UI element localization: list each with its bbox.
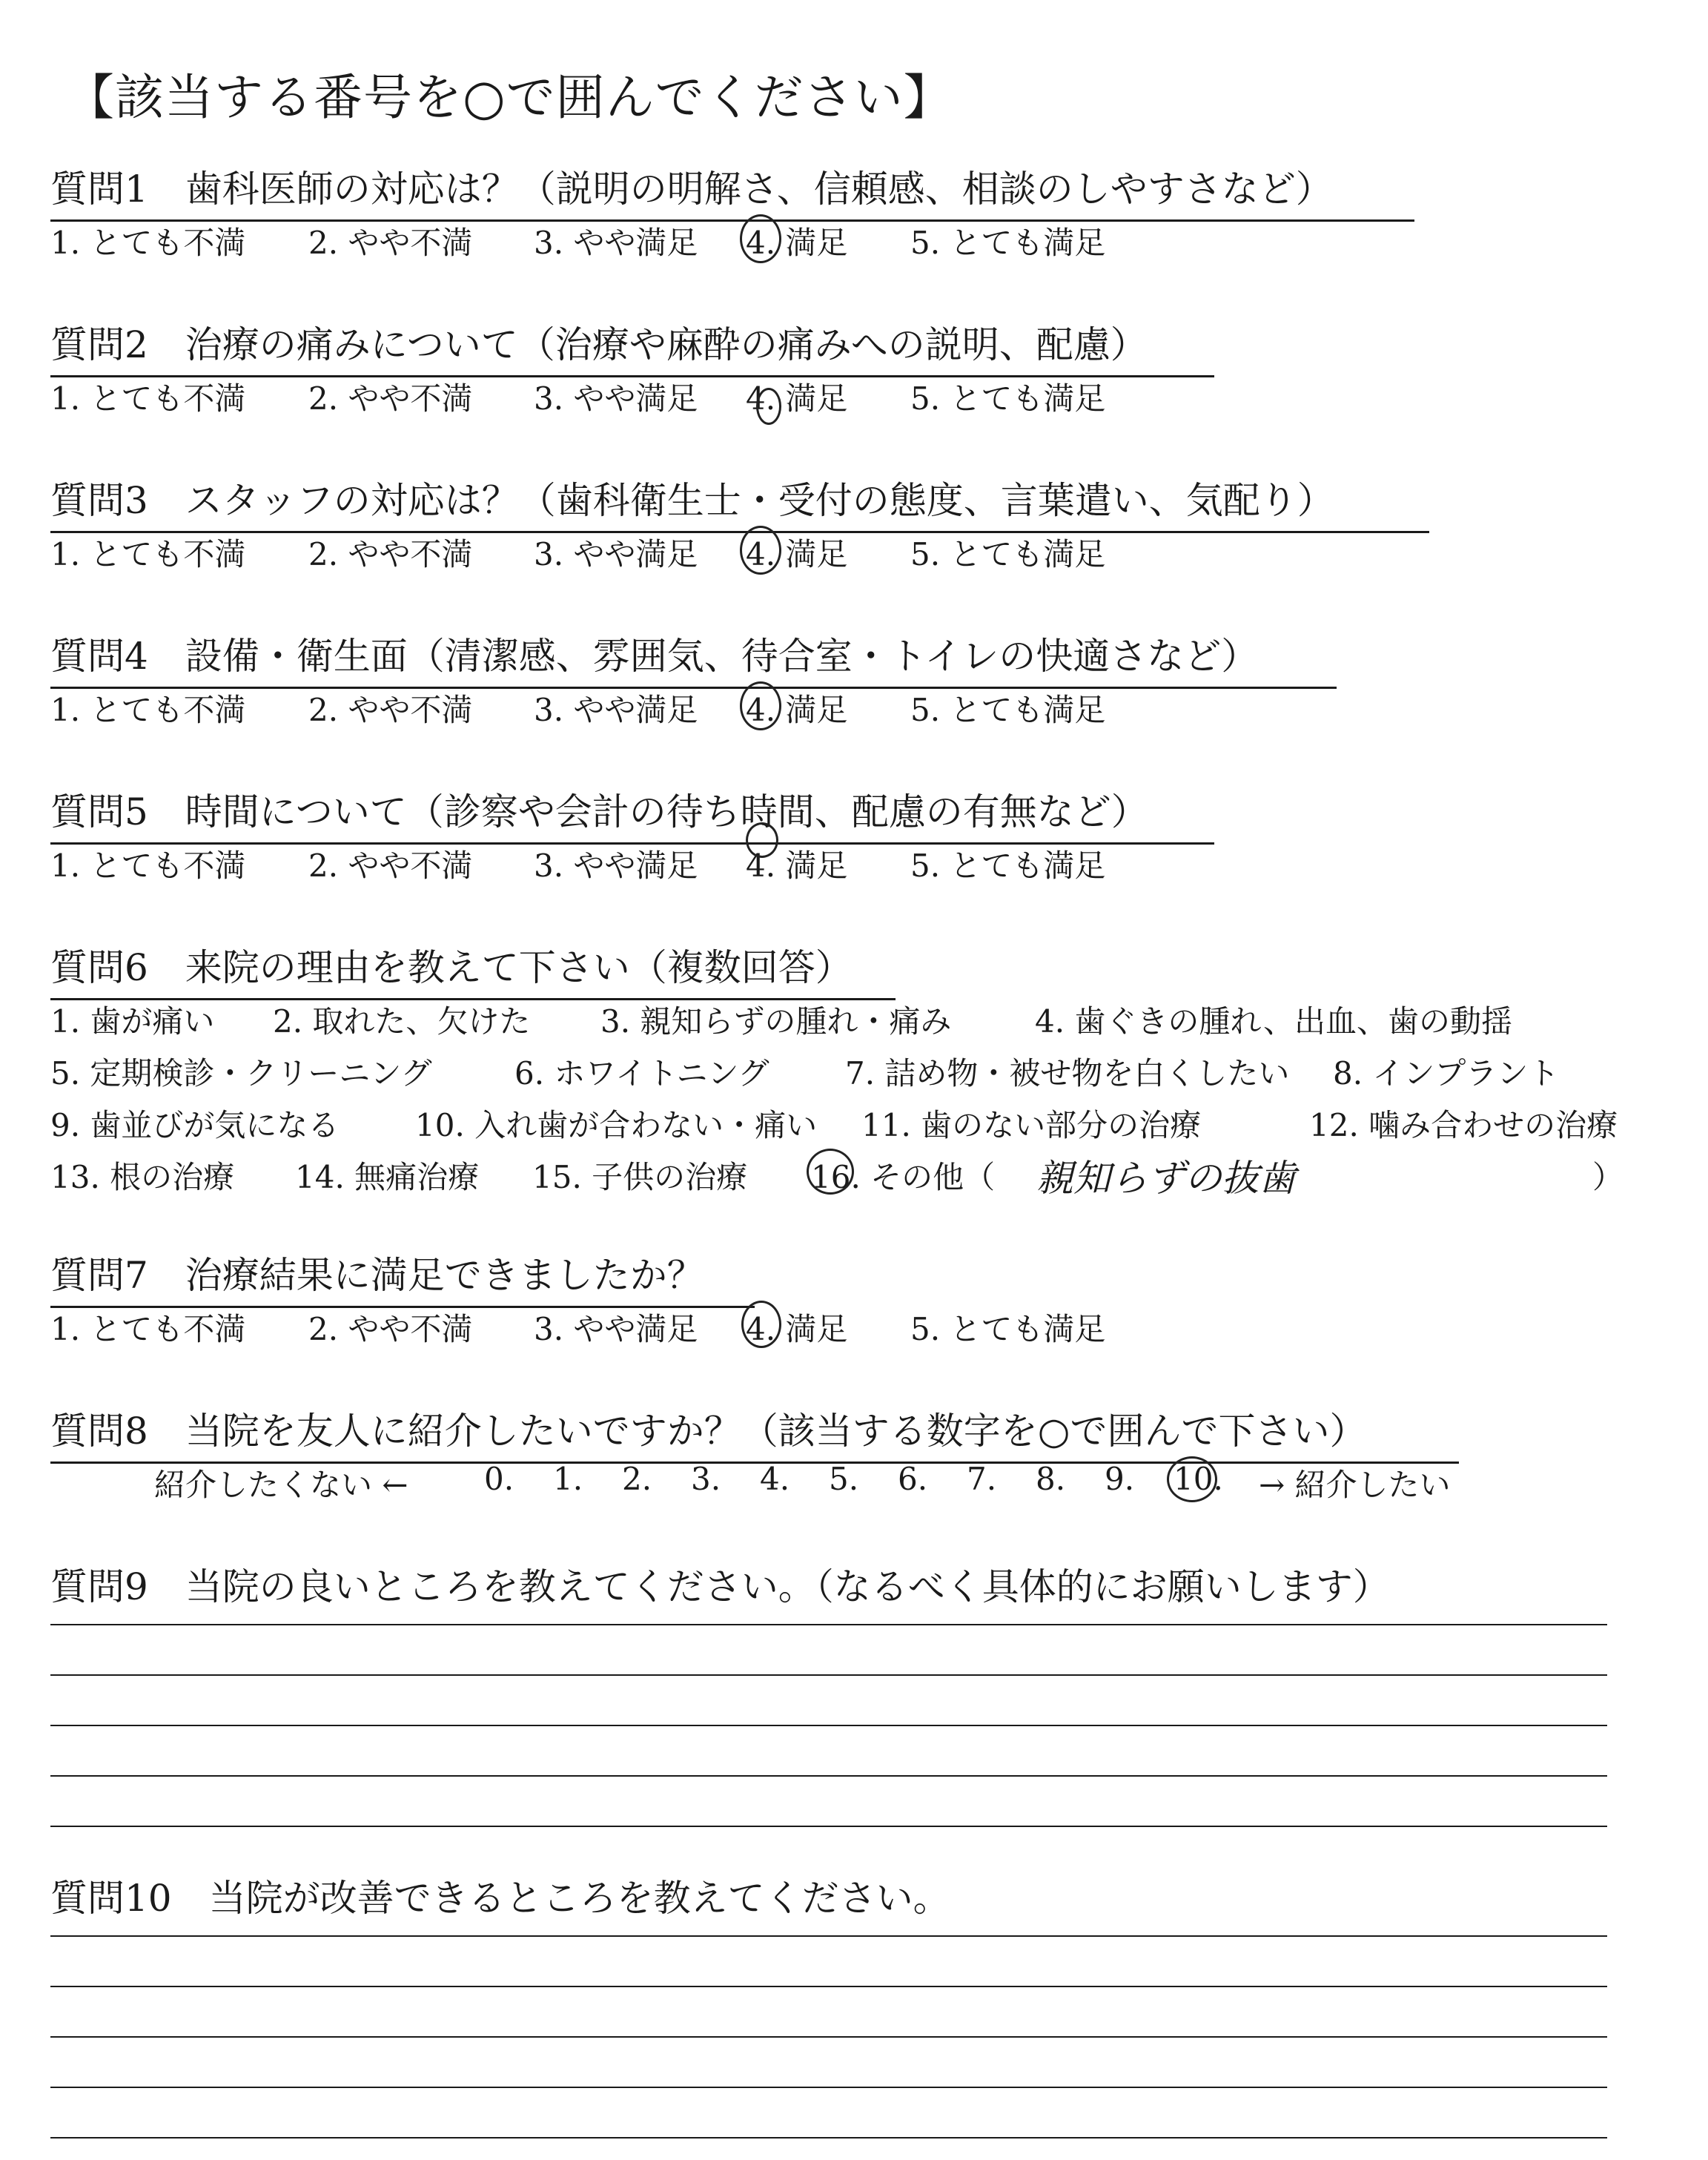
q6-option-13[interactable]: 13. 根の治療 <box>50 1159 235 1195</box>
q2-option-5[interactable]: 5. とても満足 <box>910 380 1106 417</box>
q7-option-5[interactable]: 5. とても満足 <box>910 1311 1106 1347</box>
q6-option-6[interactable]: 6. ホワイトニング <box>514 1055 769 1091</box>
q6-option-5[interactable]: 5. 定期検診・クリーニング <box>50 1055 432 1091</box>
question-2-title <box>50 315 1214 369</box>
q5-option-5[interactable]: 5. とても満足 <box>910 848 1106 884</box>
q6-option-2[interactable]: 2. 取れた、欠けた <box>273 1003 531 1040</box>
q1-selected-circle <box>740 214 781 263</box>
question-5-options <box>50 842 1237 886</box>
q6-option-14[interactable]: 14. 無痛治療 <box>295 1159 480 1195</box>
question-3-text: 質問3 スタッフの対応は？（歯科衛生士・受付の態度、言葉遣い、気配り） <box>50 479 1334 522</box>
q2-option-1[interactable]: 1. とても不満 <box>50 380 246 417</box>
q6-option-1[interactable]: 1. 歯が痛い <box>50 1003 215 1040</box>
question-6-row-1 <box>50 997 1652 1039</box>
question-3-title <box>50 471 1429 524</box>
q9-answer-line-2[interactable] <box>50 1674 1607 1676</box>
q1-option-5[interactable]: 5. とても満足 <box>910 225 1106 261</box>
q8-scale-1[interactable]: 1. <box>553 1461 583 1497</box>
q9-answer-line-1[interactable] <box>50 1624 1607 1625</box>
question-6-text: 質問6 来院の理由を教えて下さい（複数回答） <box>50 946 853 989</box>
q10-answer-line-4[interactable] <box>50 2087 1607 2088</box>
q7-selected-circle <box>741 1301 781 1348</box>
q1-option-1[interactable]: 1. とても不満 <box>50 225 246 261</box>
q5-option-2[interactable]: 2. やや不満 <box>308 848 473 884</box>
q8-scale-0[interactable]: 0. <box>484 1461 514 1497</box>
q4-option-1[interactable]: 1. とても不満 <box>50 692 246 728</box>
question-4-title <box>50 627 1337 680</box>
q10-answer-line-5[interactable] <box>50 2137 1607 2138</box>
q8-right-label: → 紹介したい <box>1259 1467 1451 1503</box>
q6-option-11[interactable]: 11. 歯のない部分の治療 <box>861 1107 1202 1143</box>
q6-option-7[interactable]: 7. 詰め物・被せ物を白くしたい <box>845 1055 1290 1091</box>
q5-selected-circle <box>746 822 778 858</box>
q1-option-3[interactable]: 3. やや満足 <box>534 225 698 261</box>
q2-option-4[interactable]: 4. 満足 <box>746 380 848 417</box>
question-1-title <box>50 159 1414 213</box>
question-8-scale <box>50 1461 1503 1505</box>
q4-option-4[interactable]: 4. 満足 <box>746 692 848 728</box>
q7-option-3[interactable]: 3. やや満足 <box>534 1311 698 1347</box>
question-10-title: 質問10 当院が改善できるところを教えてください。 <box>50 1877 950 1920</box>
page-title: 【該当する番号を○で囲んでください】 <box>65 69 953 126</box>
q4-option-3[interactable]: 3. やや満足 <box>534 692 698 728</box>
q6-selected-circle <box>807 1149 854 1195</box>
q2-selected-circle <box>756 388 781 425</box>
q2-option-3[interactable]: 3. やや満足 <box>534 380 698 417</box>
q2-option-2[interactable]: 2. やや不満 <box>308 380 473 417</box>
q6-option-4[interactable]: 4. 歯ぐきの腫れ、出血、歯の動揺 <box>1035 1003 1512 1040</box>
q8-scale-5[interactable]: 5. <box>829 1461 859 1497</box>
q9-answer-line-5[interactable] <box>50 1826 1607 1827</box>
q7-option-2[interactable]: 2. やや不満 <box>308 1311 473 1347</box>
q5-option-4[interactable]: 4. 満足 <box>746 848 848 884</box>
q3-option-2[interactable]: 2. やや不満 <box>308 536 473 572</box>
q7-option-4[interactable]: 4. 満足 <box>746 1311 848 1347</box>
q8-scale-7[interactable]: 7. <box>967 1461 997 1497</box>
q3-option-5[interactable]: 5. とても満足 <box>910 536 1106 572</box>
q8-scale-3[interactable]: 3. <box>691 1461 721 1497</box>
question-5-text: 質問5 時間について（診察や会計の待ち時間、配慮の有無など） <box>50 790 1148 833</box>
q1-option-2[interactable]: 2. やや不満 <box>308 225 473 261</box>
question-6-row-3 <box>50 1101 1681 1143</box>
question-3-options <box>50 530 1237 575</box>
question-4-options <box>50 686 1237 730</box>
q5-option-3[interactable]: 3. やや満足 <box>534 848 698 884</box>
q3-selected-circle <box>740 526 781 575</box>
q6-option-3[interactable]: 3. 親知らずの腫れ・痛み <box>600 1003 952 1040</box>
q6-option-8[interactable]: 8. インプラント <box>1333 1055 1560 1091</box>
q3-option-3[interactable]: 3. やや満足 <box>534 536 698 572</box>
question-8-text: 質問8 当院を友人に紹介したいですか？（該当する数字を○で囲んで下さい） <box>50 1410 1367 1453</box>
question-7-options <box>50 1305 1237 1350</box>
q3-option-1[interactable]: 1. とても不満 <box>50 536 246 572</box>
question-6-row-4 <box>50 1153 1652 1198</box>
q4-selected-circle <box>740 681 781 730</box>
q7-option-1[interactable]: 1. とても不満 <box>50 1311 246 1347</box>
q8-scale-6[interactable]: 6. <box>898 1461 928 1497</box>
q6-other-handwritten[interactable]: 親知らずの抜歯 <box>1036 1157 1296 1200</box>
q8-left-label: 紹介したくない ← <box>154 1467 408 1503</box>
question-4-text: 質問4 設備・衛生面（清潔感、雰囲気、待合室・トイレの快適さなど） <box>50 635 1259 678</box>
q10-answer-line-1[interactable] <box>50 1935 1607 1937</box>
q6-option-15[interactable]: 15. 子供の治療 <box>532 1159 748 1195</box>
q8-scale-4[interactable]: 4. <box>760 1461 790 1497</box>
question-7-title <box>50 1246 755 1299</box>
question-8-title <box>50 1401 1459 1455</box>
q4-option-5[interactable]: 5. とても満足 <box>910 692 1106 728</box>
q8-scale-8[interactable]: 8. <box>1036 1461 1066 1497</box>
q5-option-1[interactable]: 1. とても不満 <box>50 848 246 884</box>
q6-option-9[interactable]: 9. 歯並びが気になる <box>50 1107 340 1143</box>
q8-selected-circle <box>1167 1456 1217 1502</box>
q6-option-16[interactable]: 16. その他（ <box>811 1159 996 1195</box>
q8-scale-10[interactable]: 10. <box>1174 1461 1223 1497</box>
q3-option-4[interactable]: 4. 満足 <box>746 536 848 572</box>
question-7-text: 質問7 治療結果に満足できましたか？ <box>50 1254 704 1297</box>
q4-option-2[interactable]: 2. やや不満 <box>308 692 473 728</box>
q6-other-close: ） <box>1592 1159 1624 1195</box>
question-1-options <box>50 219 1237 263</box>
question-1-text: 質問1 歯科医師の対応は？（説明の明解さ、信頼感、相談のしやすさなど） <box>50 168 1333 211</box>
q6-option-10[interactable]: 10. 入れ歯が合わない・痛い <box>415 1107 818 1143</box>
q1-option-4[interactable]: 4. 満足 <box>746 225 848 261</box>
question-6-row-2 <box>50 1049 1652 1091</box>
q10-answer-line-2[interactable] <box>50 1986 1607 1987</box>
q8-scale-2[interactable]: 2. <box>622 1461 652 1497</box>
q9-answer-line-4[interactable] <box>50 1775 1607 1777</box>
q8-scale-9[interactable]: 9. <box>1105 1461 1135 1497</box>
question-2-text: 質問2 治療の痛みについて（治療や麻酔の痛みへの説明、配慮） <box>50 323 1148 366</box>
question-9-title: 質問9 当院の良いところを教えてください。（なるべく具体的にお願いします） <box>50 1565 1390 1608</box>
q10-answer-line-3[interactable] <box>50 2036 1607 2038</box>
q6-option-12[interactable]: 12. 噛み合わせの治療 <box>1309 1107 1618 1143</box>
question-2-options <box>50 374 1237 419</box>
question-6-title <box>50 938 896 991</box>
question-5-title <box>50 782 1214 836</box>
q9-answer-line-3[interactable] <box>50 1725 1607 1726</box>
